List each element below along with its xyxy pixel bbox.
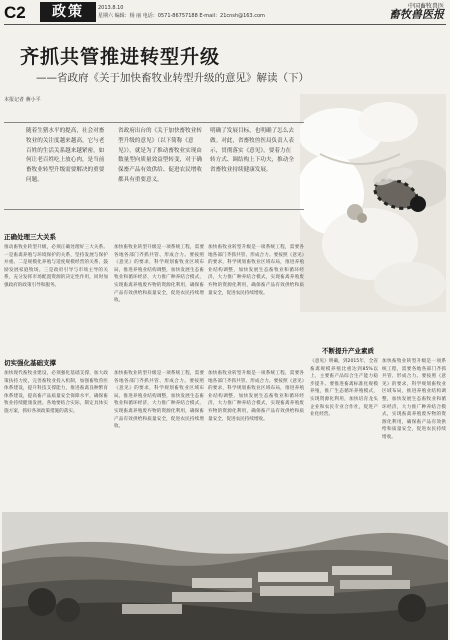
body-column-6: 加快畜牧业转型升级是一项系统工程，需要各地各部门齐抓共管、形成合力。要按照《意见》的要求，科学规划畜牧业区域布局，推进养殖业结构调整，加快发展生态畜牧业和循环经济，大力推广种养结合模式，实现畜禽养殖废弃物的资源化利用，确保畜产品有效供给和质量安全，促进农民持续增收。 — [208, 371, 304, 422]
body-column-8: 加快畜牧业转型升级是一项系统工程，需要各地各部门齐抓共管、形成合力。要按照《意见》的要求，科学规划畜牧业区域布局，推进养殖业结构调整，加快发展生态畜牧业和循环经济，大力推广种养结合模式，实现畜禽养殖废弃物的资源化利用，确保畜产品有效供给和质量安全，促进农民持续增收。 — [382, 359, 446, 440]
header-meta — [98, 4, 265, 20]
flower-bee-illustration — [300, 94, 446, 312]
section-heading-1: 正确处理三大关系 — [4, 233, 56, 241]
article-title: 齐抓共管推进转型升级 — [20, 46, 221, 68]
article-subtitle: ——省政府《关于加快畜牧业转型升级的意见》解读（下） — [36, 72, 309, 84]
masthead-logo: 畜牧兽医报 — [389, 8, 444, 21]
masthead-subtitle: 中国畜牧兽医 — [407, 3, 444, 10]
body-column-5: 加快畜牧业转型升级是一项系统工程，需要各地各部门齐抓共管、形成合力。要按照《意见》的要求，科学规划畜牧业区域布局，推进养殖业结构调整，加快发展生态畜牧业和循环经济，大力推广种养结合模式，实现畜禽养殖废弃物的资源化利用，确保畜产品有效供给和质量安全，促进农民持续增收。 — [114, 371, 204, 430]
page-number: C2 — [4, 3, 26, 22]
header-contact: 星期六 编辑：杨 丽 电话：0571-86757188 E-mail：21cnsh@163.com — [98, 13, 265, 19]
header-divider — [4, 24, 446, 25]
article-byline: 本报记者 蔣小平 — [4, 97, 41, 103]
intro-column-1: 随着生猪水平的提高，社会对畜牧业的关注度越来越高，它与老百姓的生活关系越来越紧密，如何让老百姓吃上放心肉，是当前畜牧业转型升级需要解决的重要问题。 — [26, 128, 105, 183]
farm-landscape-photo — [2, 512, 448, 640]
section-3-text: 《意见》明确，到2015年，全省畜禽规模养殖比重达到85%以上，主要畜产品综合生产能力稳步提升。要推进畜禽标准化规模养殖，推广生态循环养殖模式，实现资源化利用，加快培育龙头企业和农民专业合作社，促进产业化经营。 — [310, 359, 378, 418]
section-heading-2: 切实强化基础支撑 — [4, 359, 56, 367]
intro-column-2: 省政府出台的《关于加快畜牧业转型升级的意见》（以下简称《意见》），就是为了推动畜牧业实现由数量型向质量效益型转变，对于确保畜产品有效供给、促进农民增收都具有重要意义。 — [118, 128, 202, 183]
masthead — [389, 3, 444, 19]
section-2-text: 加快现代畜牧业建设，必须强化基础支撑，加大政策扶持力度，完善畜牧业投入机制，加强畜牧兽医体系建设，提升科技支撑能力，推进畜禽良种繁育体系建设，提高畜产品质量安全保障水平，确保畜牧业持续健康发展。各地要结合实际，制定具体实施方案，抓好各项政策措施的落实。 — [4, 371, 108, 414]
section-1-text: 推动畜牧业转型升级，必须正确处理好三大关系。一是畜禽养殖与环境保护的关系，坚持发展与保护并重。二是规模化养殖与适度规模经营的关系，鼓励发展家庭牧场。三是政府引导与市场主导的关系，充分发挥市场配置资源的决定性作用，同时加强政府的政策引导和服务。 — [4, 245, 108, 288]
body-column-2: 加快畜牧业转型升级是一项系统工程，需要各地各部门齐抓共管、形成合力。要按照《意见》的要求，科学规划畜牧业区域布局，推进养殖业结构调整，加快发展生态畜牧业和循环经济，大力推广种养结合模式，实现畜禽养殖废弃物的资源化利用，确保畜产品有效供给和质量安全，促进农民持续增收。 — [114, 245, 204, 304]
intro-box — [4, 122, 304, 210]
section-badge: 政策 — [40, 2, 96, 22]
body-column-3: 加快畜牧业转型升级是一项系统工程，需要各地各部门齐抓共管、形成合力。要按照《意见》的要求，科学规划畜牧业区域布局，推进养殖业结构调整，加快发展生态畜牧业和循环经济，大力推广种养结合模式，实现畜禽养殖废弃物的资源化利用，确保畜产品有效供给和质量安全，促进农民持续增收。 — [208, 245, 304, 296]
section-heading-3: 不断提升产业素质 — [322, 347, 374, 355]
intro-column-3: 明确了发展目标，也明确了怎么去做。对此，省畜牧兽医局负责人表示，贯彻落实《意见》，要着力在转方式、调结构上下功夫，推动全省畜牧业持续健康发展。 — [210, 128, 294, 174]
header-date: 2013.8.10 — [98, 5, 124, 11]
